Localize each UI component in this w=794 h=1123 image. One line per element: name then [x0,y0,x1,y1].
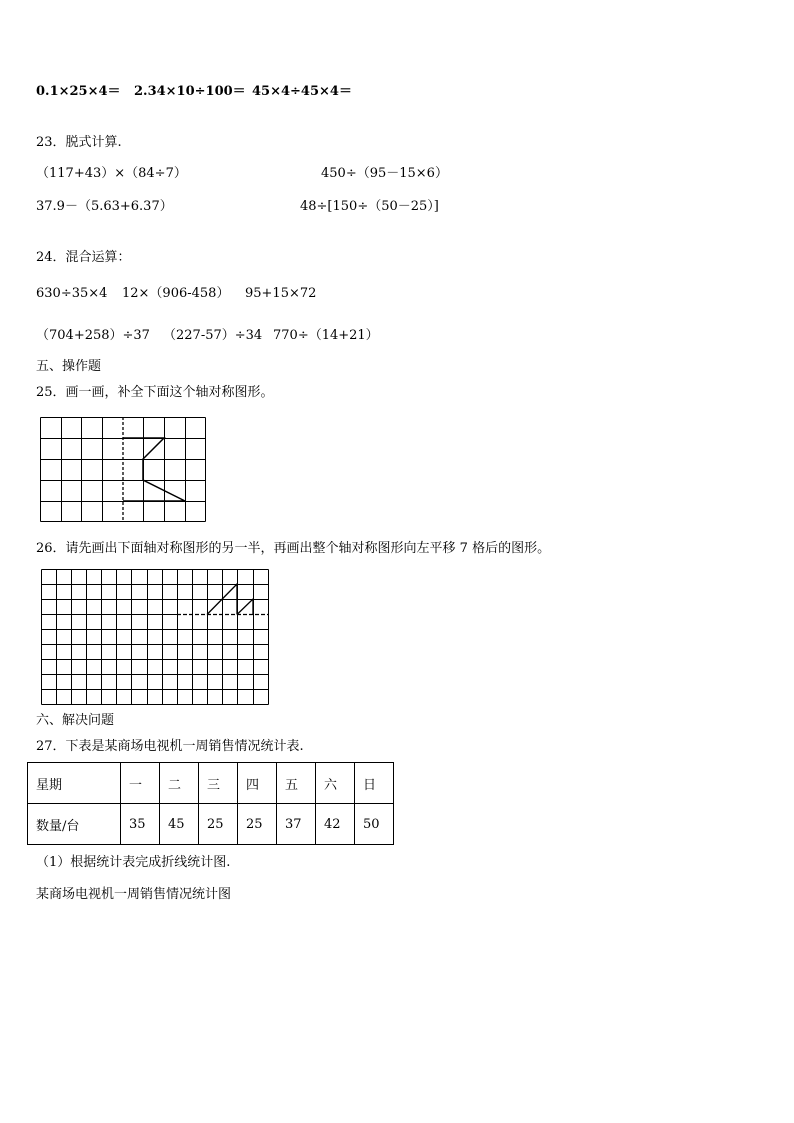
q27-sub1: （1）根据统计表完成折线统计图. [36,855,231,870]
sales-table [27,762,394,845]
table-cell: 六 [316,763,355,804]
table-cell: 二 [160,763,199,804]
q24-item-6: 770÷（14+21） [273,328,379,343]
table-cell: 37 [277,804,316,845]
q24-item-5: （227-57）÷34 [163,328,263,343]
q24-item-4: （704+258）÷37 [36,328,150,343]
calc-item-2: 2.34×10÷100＝ [134,84,246,99]
q26-title: 26．请先画出下面轴对称图形的另一半，再画出整个轴对称图形向左平移 7 格后的图形。 [36,541,551,556]
table-row [28,804,394,845]
q25-grid [40,417,208,523]
q23-item-2: 450÷（95－15×6） [321,166,448,181]
table-cell: 一 [121,763,160,804]
table-cell: 五 [277,763,316,804]
table-cell: 25 [199,804,238,845]
q24-item-3: 95+15×72 [245,286,317,301]
q26-shape-small [237,599,253,615]
calc-item-1: 0.1×25×4＝ [36,84,121,99]
q24-item-2: 12×（906-458） [122,286,230,301]
table-cell: 数量/台 [28,804,121,845]
section-5-heading: 五、操作题 [36,359,102,374]
q27-title: 27．下表是某商场电视机一周销售情况统计表. [36,739,304,754]
q24-title: 24．混合运算： [36,250,131,265]
calc-item-3: 45×4÷45×4＝ [252,84,352,99]
q25-title: 25．画一画，补全下面这个轴对称图形。 [36,385,274,400]
table-cell: 35 [121,804,160,845]
q23-item-3: 37.9－（5.63+6.37） [36,199,173,214]
table-cell: 日 [355,763,394,804]
section-6-heading: 六、解决问题 [36,713,115,728]
q25-half-figure [123,438,185,501]
q23-title: 23．脱式计算. [36,135,122,150]
q24-item-1: 630÷35×4 [36,286,108,301]
q23-item-1: （117+43）×（84÷7） [36,166,187,181]
table-cell: 42 [316,804,355,845]
table-cell: 星期 [28,763,121,804]
table-cell: 50 [355,804,394,845]
table-header-row [28,763,394,804]
table-cell: 三 [199,763,238,804]
q26-grid [41,569,271,707]
q23-item-4: 48÷[150÷（50－25）] [300,199,439,214]
q27-chart-title: 某商场电视机一周销售情况统计图 [36,887,232,902]
table-cell: 45 [160,804,199,845]
table-cell: 25 [238,804,277,845]
table-cell: 四 [238,763,277,804]
